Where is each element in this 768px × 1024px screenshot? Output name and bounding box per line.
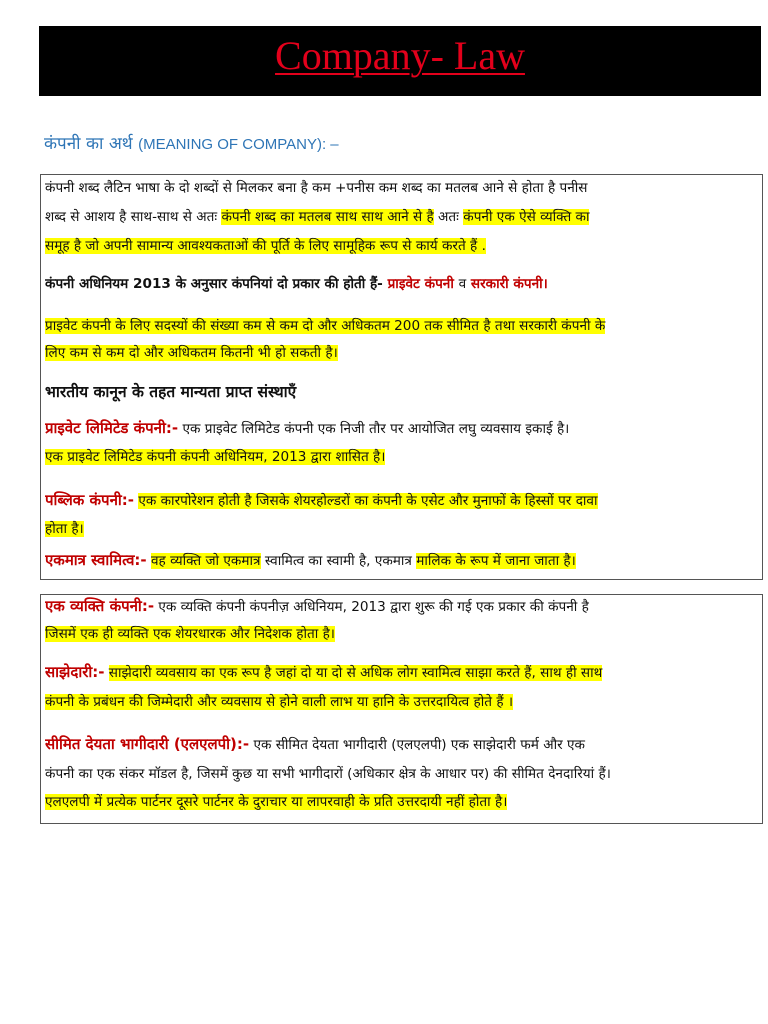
- partnership-text-2: कंपनी के प्रबंधन की जिम्मेदारी और व्यवसाय से होने वाली लाभ या हानि के उत्तरदायित्व होते हैं ।: [45, 694, 514, 710]
- private-ltd-line-1: [45, 417, 758, 440]
- sole-line: [45, 549, 758, 572]
- page-title: Company- Law: [275, 33, 525, 78]
- partnership-line-2: [45, 691, 758, 713]
- sole-text-3: मालिक के रूप में जाना जाता है।: [416, 553, 576, 569]
- para-3-line-2-text: लिए कम से कम दो और अधिकतम कितनी भी हो सकती है।: [45, 345, 338, 361]
- para-3-line-1: [45, 315, 758, 337]
- para-1-line-1: कंपनी शब्द लैटिन भाषा के दो शब्दों से मिलकर बना है कम +पनीस कम शब्द का मतलब आने से होता है पनीस: [45, 180, 588, 196]
- public-text-1: एक कारपोरेशन होती है जिसके शेयरहोल्डरों का कंपनी के एसेट और मुनाफों के हिस्सों पर दावा: [138, 493, 598, 509]
- para-1-line-2a: शब्द से आशय है साथ-साथ से अतः: [45, 209, 218, 225]
- section-heading: [44, 131, 339, 154]
- para-2: [45, 273, 758, 295]
- public-line-2: [45, 518, 758, 540]
- para-1-line-2b: कंपनी शब्द का मतलब साथ साथ आने से है: [221, 209, 434, 225]
- content-box-2: [40, 594, 763, 824]
- para-2-and: व: [458, 276, 467, 292]
- private-ltd-line-2: [45, 446, 758, 468]
- partnership-label: साझेदारी:-: [45, 663, 105, 681]
- title-banner: [39, 26, 761, 96]
- para-1-line-3: [45, 235, 758, 257]
- section-heading-english: (MEANING OF COMPANY): –: [138, 136, 339, 153]
- para-3-line-2: [45, 342, 758, 364]
- para-1-line-2c: अतः: [438, 209, 459, 225]
- llp-text-1: एक सीमित देयता भागीदारी (एलएलपी) एक साझेदारी फर्म और एक: [253, 737, 585, 753]
- llp-line-1: [45, 733, 758, 756]
- llp-label: सीमित देयता भागीदारी (एलएलपी):-: [45, 735, 250, 753]
- private-ltd-text-1: एक प्राइवेट लिमिटेड कंपनी एक निजी तौर पर आयोजित लघु व्यवसाय इकाई है।: [182, 421, 570, 437]
- private-ltd-text-2: एक प्राइवेट लिमिटेड कंपनी कंपनी अधिनियम, 2013 द्वारा शासित है।: [45, 449, 386, 465]
- public-text-2: होता है।: [45, 521, 84, 537]
- llp-line-2: कंपनी का एक संकर मॉडल है, जिसमें कुछ या सभी भागीदारों (अधिकार क्षेत्र के आधार पर) की सीमित देनदारियां हैं।: [45, 766, 611, 782]
- partnership-line-1: [45, 661, 758, 684]
- opc-text-2: जिसमें एक ही व्यक्ति एक शेयरधारक और निदेशक होता है।: [45, 626, 335, 642]
- para-2-private: प्राइवेट कंपनी: [387, 276, 454, 292]
- section-heading-hindi: कंपनी का अर्थ: [44, 134, 133, 154]
- para-1-line-3-text: समूह है जो अपनी सामान्य आवश्यकताओं की पूर्ति के लिए सामूहिक रूप से कार्य करते हैं .: [45, 238, 486, 254]
- public-label: पब्लिक कंपनी:-: [45, 491, 134, 509]
- opc-text-1: एक व्यक्ति कंपनी कंपनीज़ अधिनियम, 2013 द्वारा शुरू की गई एक प्रकार की कंपनी है: [158, 599, 589, 615]
- partnership-text-1: साझेदारी व्यवसाय का एक रूप है जहां दो या दो से अधिक लोग स्वामित्व साझा करते हैं, साथ ही साथ: [108, 665, 603, 681]
- public-line-1: [45, 489, 758, 512]
- sole-text-2: स्वामित्व का स्वामी है, एकमात्र: [264, 553, 412, 569]
- content-box-1: [40, 174, 763, 580]
- private-ltd-label: प्राइवेट लिमिटेड कंपनी:-: [45, 419, 179, 437]
- sole-label: एकमात्र स्वामित्व:-: [45, 551, 147, 569]
- opc-line-2: [45, 623, 758, 645]
- para-3-line-1-text: प्राइवेट कंपनी के लिए सदस्यों की संख्या कम से कम दो और अधिकतम 200 तक सीमित है तथा सरकारी कंपनी के: [45, 318, 606, 334]
- sole-text-1: वह व्यक्ति जो एकमात्र: [150, 553, 261, 569]
- para-2-govt: सरकारी कंपनी।: [470, 276, 548, 292]
- llp-text-3: एलएलपी में प्रत्येक पार्टनर दूसरे पार्टनर के दुराचार या लापरवाही के प्रति उत्तरदायी नहीं होता है।: [45, 794, 508, 810]
- opc-label: एक व्यक्ति कंपनी:-: [45, 597, 155, 615]
- para-1-line-2d: कंपनी एक ऐसे व्यक्ति का: [463, 209, 590, 225]
- para-2-text: कंपनी अधिनियम 2013 के अनुसार कंपनियां दो प्रकार की होती हैं-: [45, 276, 383, 292]
- opc-line-1: [45, 595, 758, 618]
- llp-line-3: [45, 791, 758, 813]
- entities-heading: भारतीय कानून के तहत मान्यता प्राप्त संस्थाएँ: [45, 383, 297, 401]
- para-1-line-2: [45, 206, 758, 228]
